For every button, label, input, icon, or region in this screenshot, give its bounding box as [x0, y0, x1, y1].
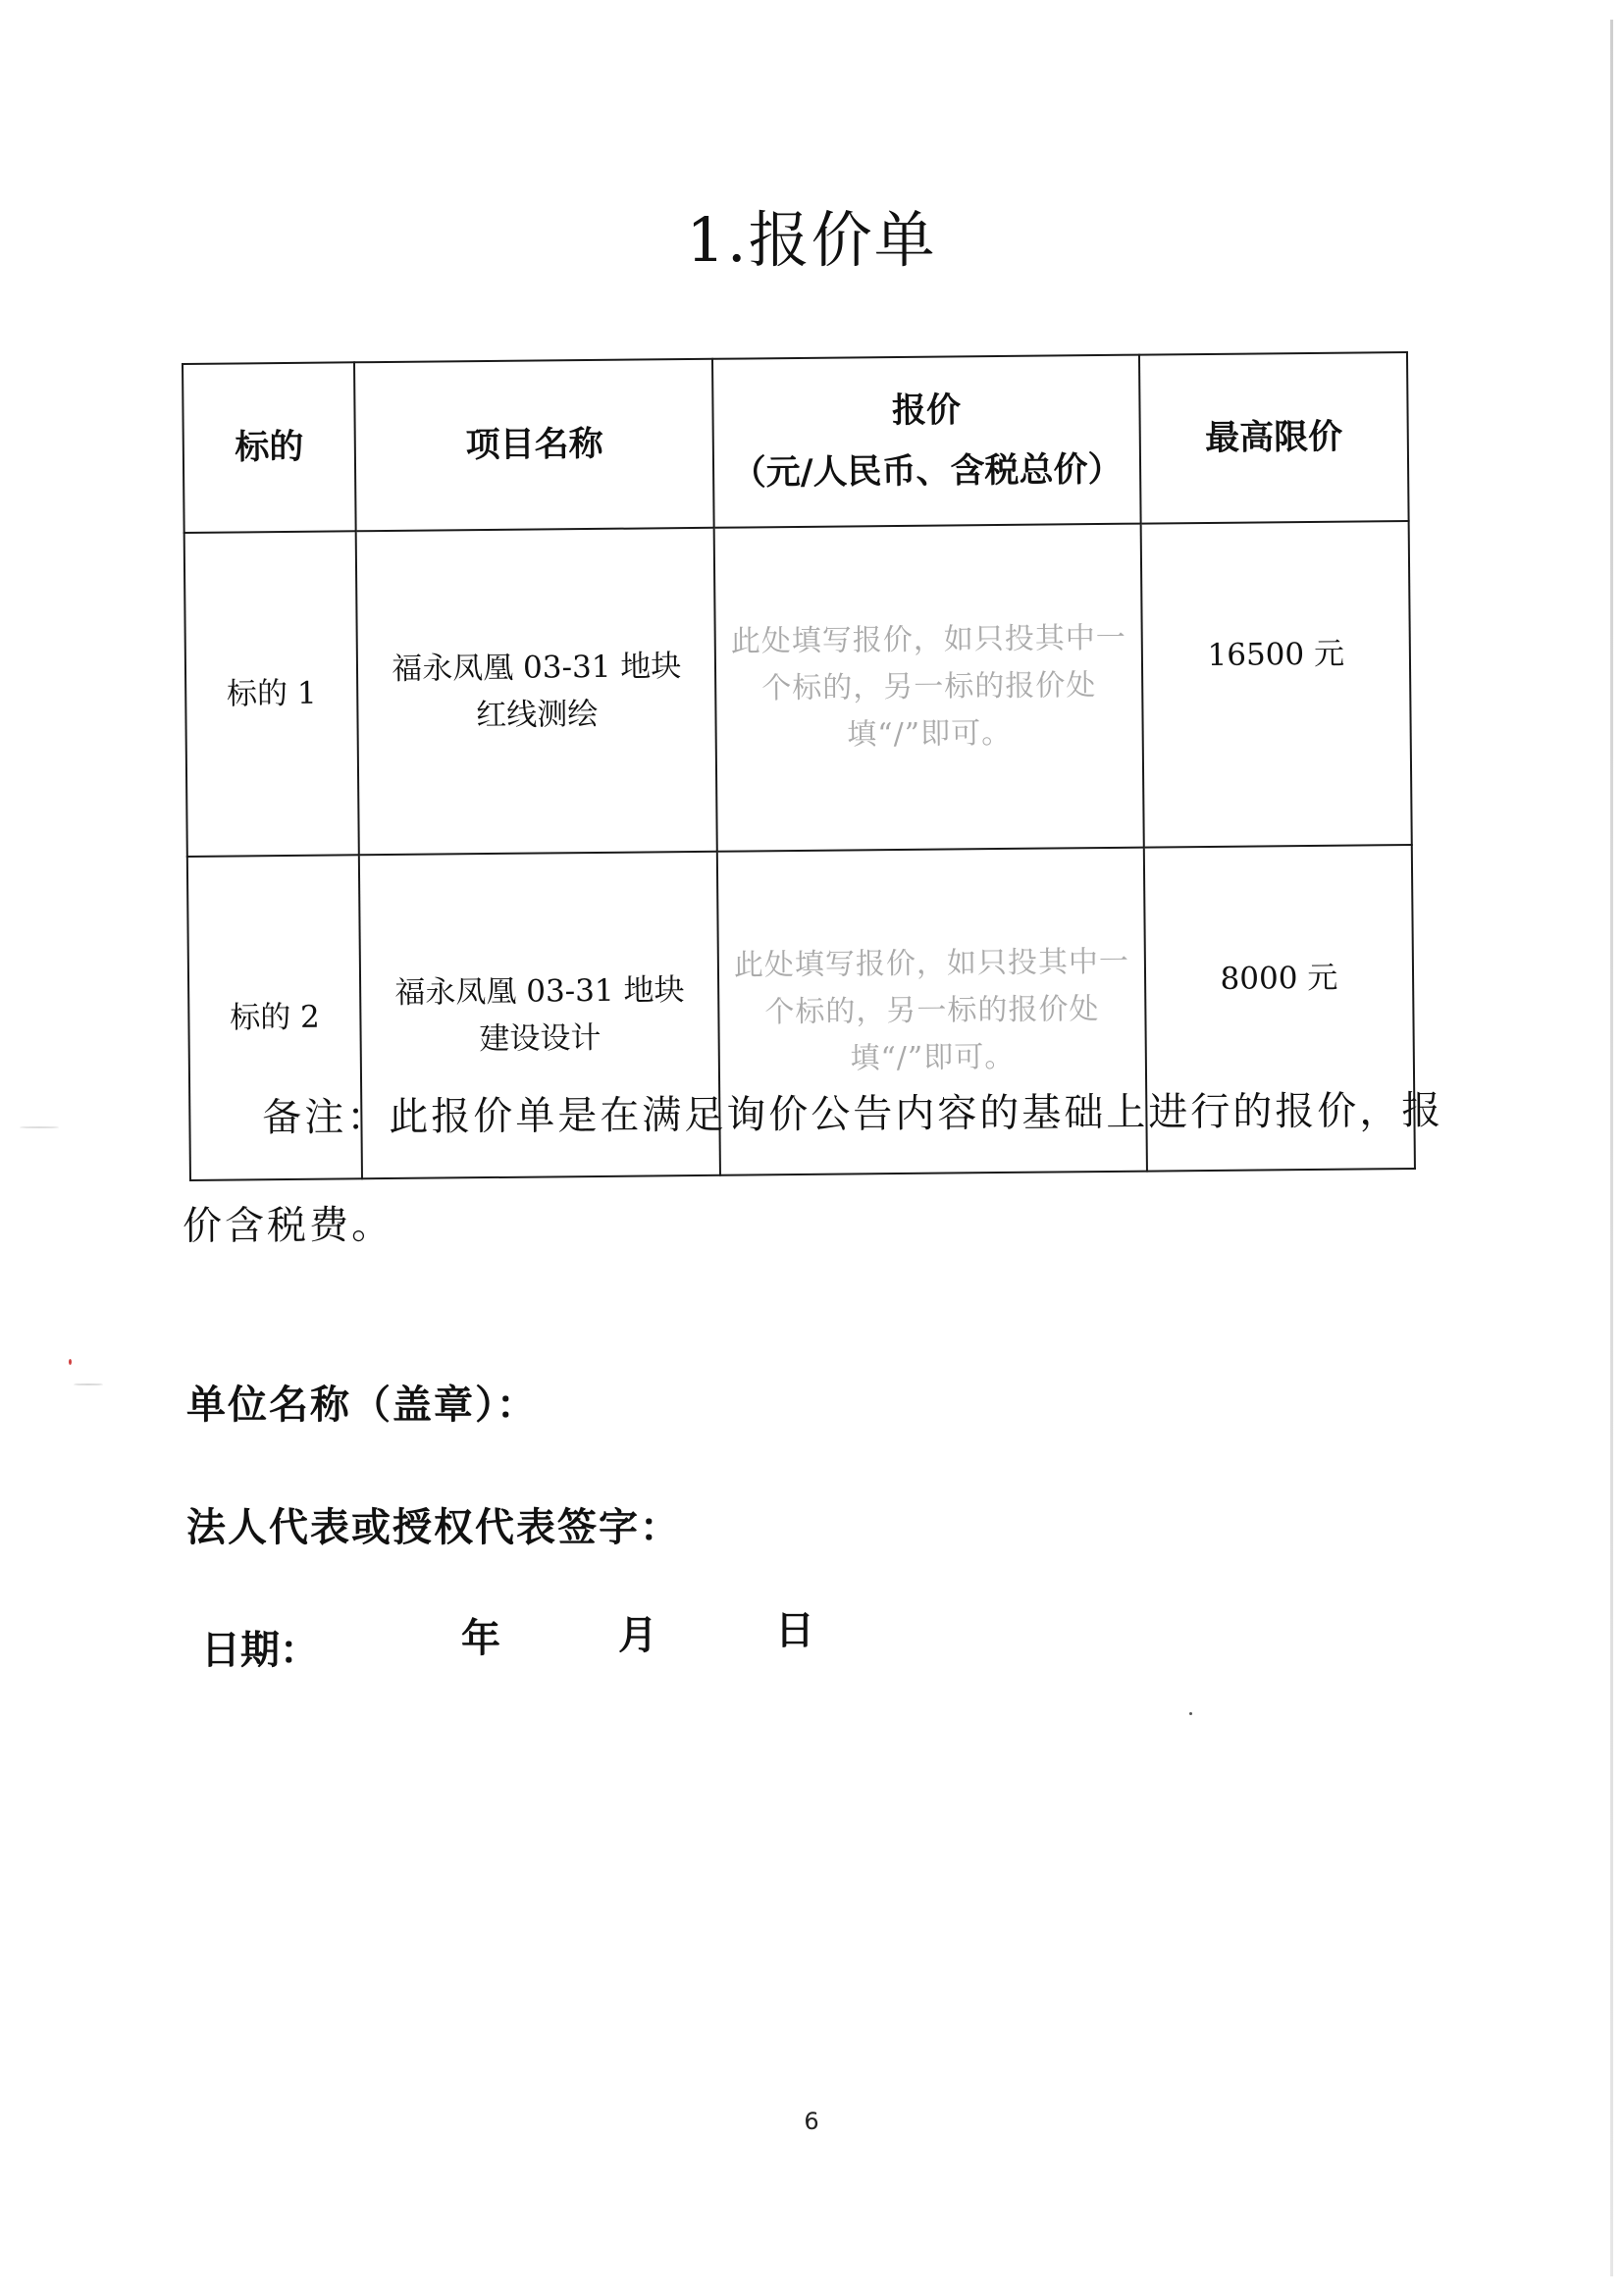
date-label: 日期： — [201, 1628, 319, 1673]
price-hint-text: 此处填写报价，如只投其中一个标的，另一标的报价处填“/”即可。 — [730, 620, 1126, 753]
project-name-line2: 建设设计 — [479, 1019, 602, 1058]
quotation-table — [182, 351, 1416, 1181]
project-name-line2: 红线测绘 — [476, 696, 599, 734]
date-year-label: 年 — [461, 1616, 500, 1661]
header-price — [712, 355, 1140, 528]
price-entry-cell[interactable] — [714, 524, 1144, 852]
date-day-label: 日 — [775, 1608, 814, 1653]
header-max-price: 最高限价 — [1139, 352, 1409, 524]
row-project-name — [356, 528, 717, 855]
date-month-label: 月 — [618, 1613, 657, 1658]
row-max-price: 16500 元 — [1140, 521, 1411, 848]
table-header-row — [183, 352, 1409, 533]
row-max-price: 8000 元 — [1144, 845, 1415, 1172]
table-row — [184, 521, 1412, 857]
row-subject: 标的 2 — [187, 855, 362, 1180]
remark-text: 备注：此报价单是在满足询价公告内容的基础上进行的报价，报价含税费。 — [182, 1088, 1444, 1249]
header-price-line1: 报价 — [891, 391, 962, 432]
scan-speck — [69, 1359, 72, 1365]
header-subject: 标的 — [183, 362, 356, 533]
company-name-label: 单位名称（盖章）： — [186, 1383, 538, 1428]
project-name-line1: 福永凤凰 03-31 地块 — [392, 649, 682, 687]
scan-speck — [74, 1383, 103, 1385]
page-title: 1.报价单 — [686, 204, 937, 276]
page-edge-shadow — [1610, 20, 1613, 2276]
row-subject: 标的 1 — [184, 531, 359, 857]
representative-signature-label: 法人代表或授权代表签字： — [186, 1505, 681, 1550]
scan-speck — [1189, 1712, 1192, 1715]
date-line — [201, 1608, 888, 1678]
project-name-line1: 福永凤凰 03-31 地块 — [394, 972, 685, 1011]
header-project-name: 项目名称 — [354, 359, 714, 531]
scan-speck — [20, 1126, 59, 1128]
header-price-line2: （元/人民币、含税总价） — [731, 449, 1123, 494]
page-number: 6 — [804, 2108, 819, 2135]
price-hint-text: 此处填写报价，如只投其中一个标的，另一标的报价处填“/”即可。 — [733, 944, 1130, 1076]
